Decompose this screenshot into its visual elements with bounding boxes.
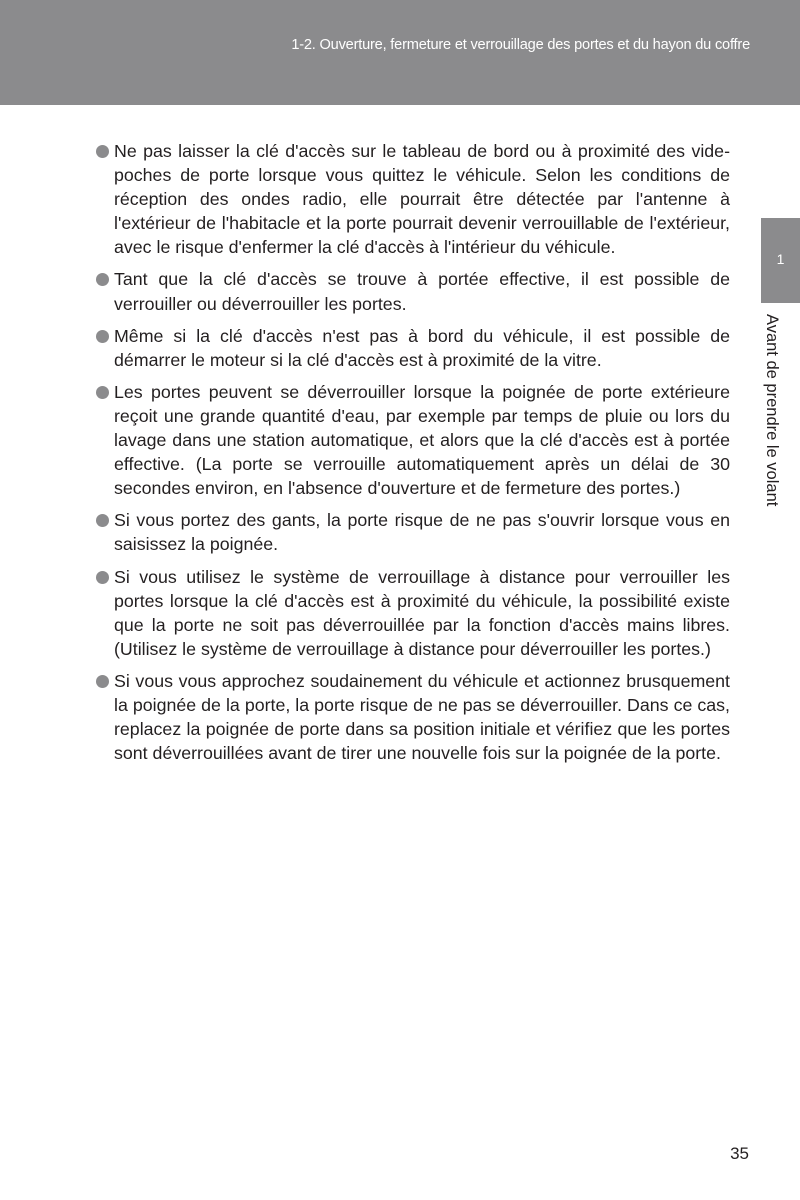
- bullet-text: Les portes peuvent se déverrouiller lorsque la poignée de porte extérieure reçoit une grande quantité d'eau, par exemple par temps de pluie ou lors du lavage dans une station automatique, et alors que la clé d'accès est à portée effective. (La porte se verrouille automatiquement après un délai de 30 secondes environ, en l'absence d'ouverture et de fermeture des portes.): [114, 381, 730, 499]
- bullet-item: [96, 508, 730, 556]
- bullet-list: [96, 139, 730, 773]
- bullet-item: [96, 267, 730, 315]
- bullet-item: [96, 380, 730, 500]
- bullet-text: Si vous utilisez le système de verrouillage à distance pour verrouiller les portes lorsque la clé d'accès est à proximité du véhicule, la possibilité existe que la porte ne soit pas déverrouillée par la fonction d'accès mains libres. (Utilisez le système de verrouillage à distance pour déverrouiller les portes.): [114, 566, 730, 659]
- bullet-item: [96, 565, 730, 661]
- bullet-text: Ne pas laisser la clé d'accès sur le tableau de bord ou à proximité des vide-poches de porte lorsque vous quittez le véhicule. Selon les conditions de réception des ondes radio, elle pourrait être détectée par l'antenne à l'extérieur de l'habitacle et la porte pourrait devenir verrouillable de l'extérieur, avec le risque d'enfermer la clé d'accès à l'intérieur du véhicule.: [114, 141, 730, 258]
- bullet-dot-icon: [96, 330, 109, 343]
- bullet-item: [96, 324, 730, 372]
- bullet-dot-icon: [96, 145, 109, 158]
- chapter-tab: [761, 218, 800, 303]
- bullet-dot-icon: [96, 386, 109, 399]
- chapter-label: Avant de prendre le volant: [763, 314, 781, 507]
- bullet-text: Si vous vous approchez soudainement du véhicule et actionnez brusquement la poignée de la porte, la porte risque de ne pas se déverrouiller. Dans ce cas, replacez la poignée de porte dans sa position initiale et vérifiez que les portes sont déverrouillées avant de tirer une nouvelle fois sur la poignée de la porte.: [114, 670, 730, 764]
- chapter-number: 1: [776, 251, 785, 267]
- page-number: 35: [730, 1144, 749, 1163]
- page-header: [0, 0, 800, 105]
- bullet-item: [96, 669, 730, 765]
- bullet-text: Tant que la clé d'accès se trouve à portée effective, il est possible de verrouiller ou déverrouiller les portes.: [114, 269, 730, 314]
- bullet-text: Même si la clé d'accès n'est pas à bord du véhicule, il est possible de démarrer le moteur si la clé d'accès est à proximité de la vitre.: [114, 325, 730, 370]
- bullet-dot-icon: [96, 514, 109, 527]
- bullet-dot-icon: [96, 571, 109, 584]
- bullet-text: Si vous portez des gants, la porte risque de ne pas s'ouvrir lorsque vous en saisissez la poignée.: [114, 510, 730, 555]
- bullet-dot-icon: [96, 273, 109, 286]
- section-title: 1-2. Ouverture, fermeture et verrouillage des portes et du hayon du coffre: [291, 37, 750, 53]
- bullet-dot-icon: [96, 675, 109, 688]
- bullet-item: [96, 139, 730, 259]
